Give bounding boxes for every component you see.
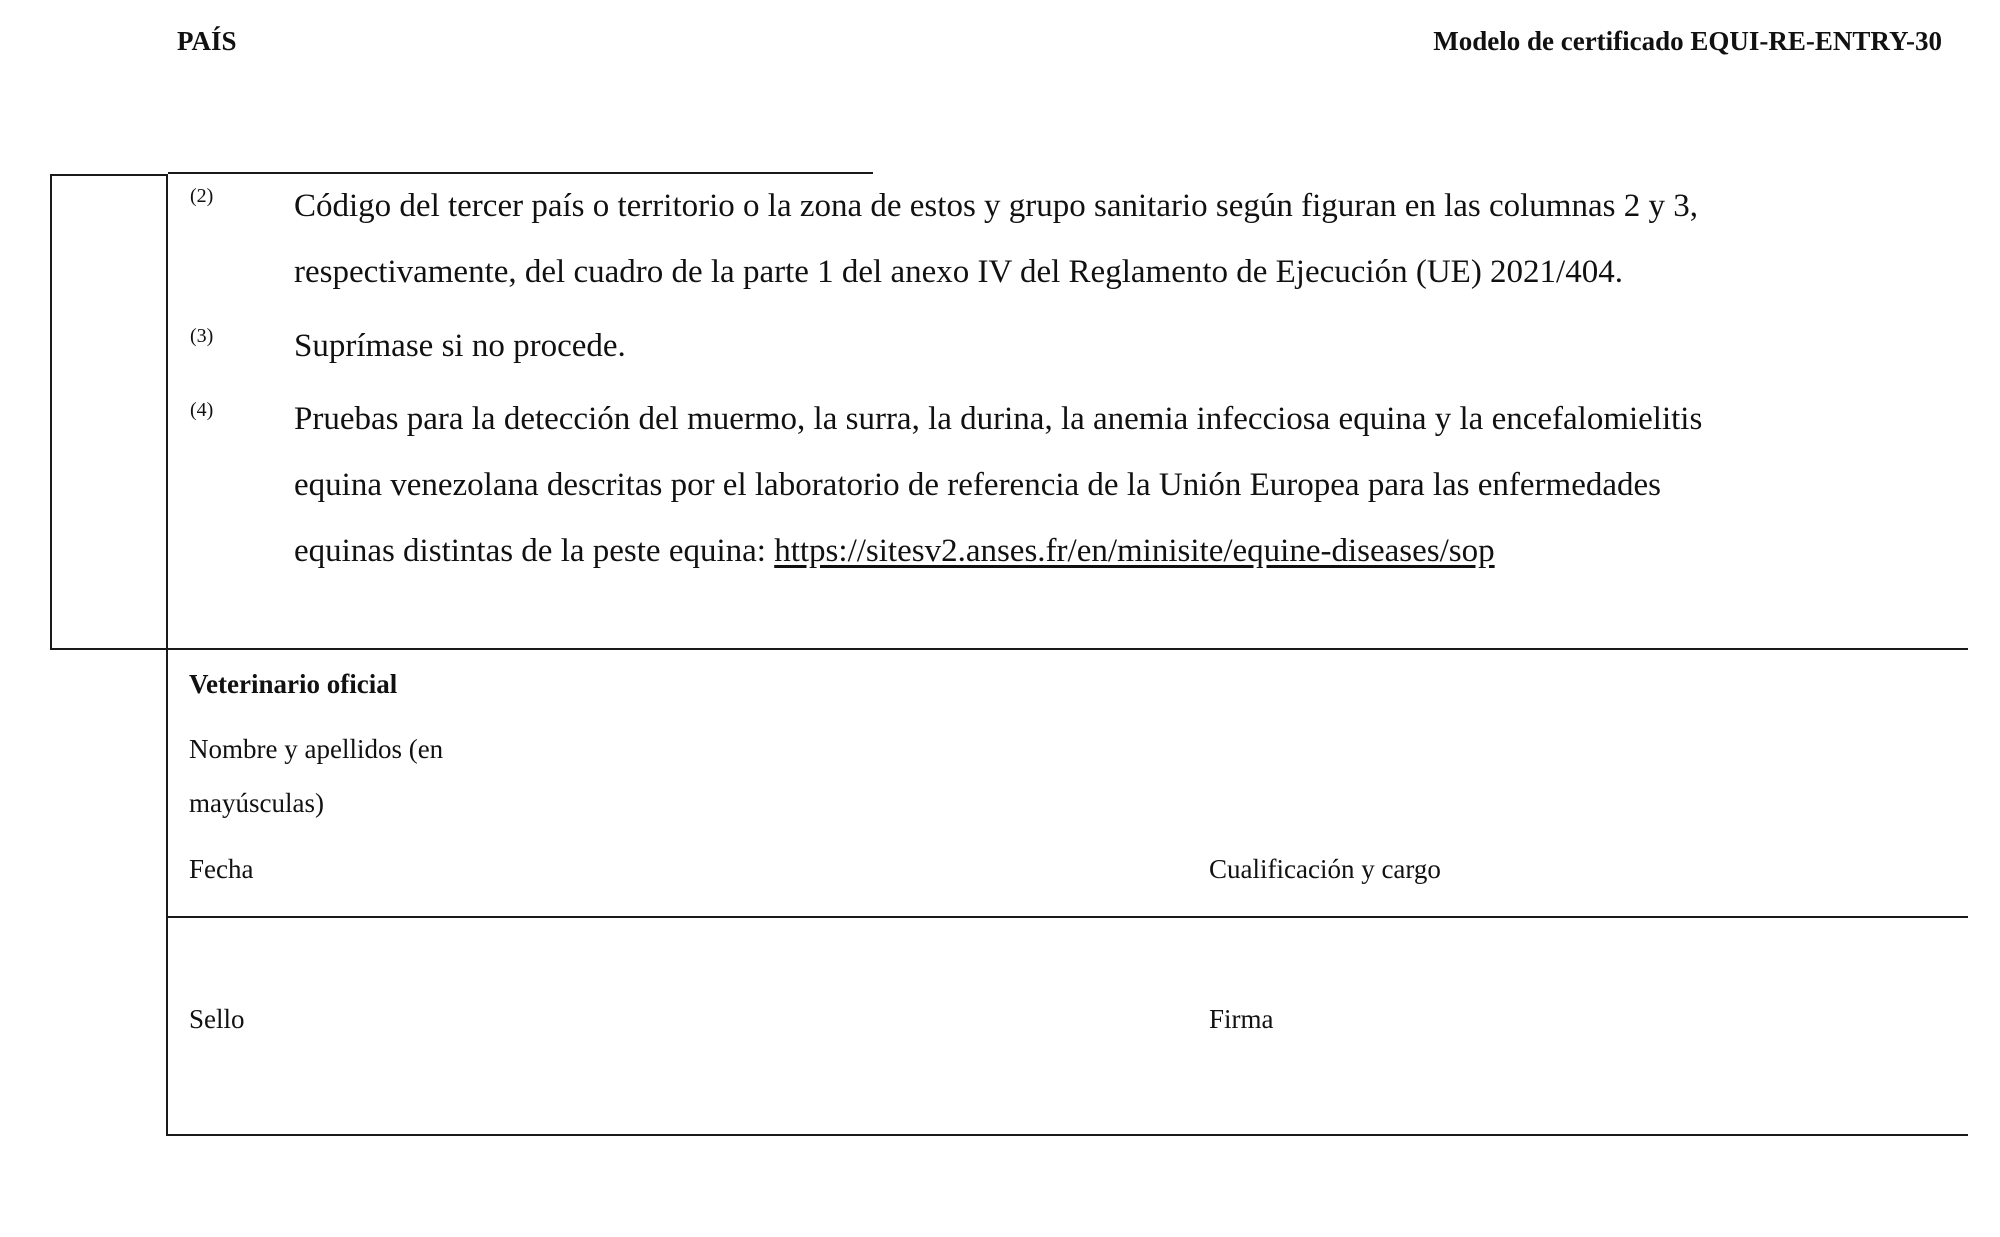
table-bottom-border	[166, 1134, 1968, 1136]
footnote-text-4	[294, 386, 1934, 584]
country-header: PAÍS	[177, 26, 237, 56]
certificate-model-header: Modelo de certificado EQUI-RE-ENTRY-30	[1433, 26, 1942, 56]
footnote-2-line-2: respectivamente, del cuadro de la parte 1 del anexo IV del Reglamento de Ejecución (UE) 2021/404.	[294, 254, 1623, 290]
signature-row-divider	[166, 916, 1968, 918]
footnote-4-line-2: equina venezolana descritas por el laboratorio de referencia de la Unión Europea para las enfermedades	[294, 467, 1661, 503]
footnote-4-line-3-prefix: equinas distintas de la peste equina:	[294, 533, 775, 569]
name-label-line-1: Nombre y apellidos (en	[189, 734, 444, 764]
footnote-4-line-1: Pruebas para la detección del muermo, la surra, la durina, la anemia infecciosa equina y la encefalomielitis	[294, 401, 1703, 437]
date-label: Fecha	[189, 854, 254, 884]
qualification-label: Cualificación y cargo	[1209, 854, 1441, 884]
footnote-2-line-1: Código del tercer país o territorio o la zona de estos y grupo sanitario según figuran en las columnas 2 y 3,	[294, 188, 1698, 224]
table-left-border	[50, 174, 52, 649]
footnote-4-line-3	[294, 518, 1934, 584]
notes-bottom-border	[50, 648, 1968, 650]
footnote-number-4: (4)	[190, 399, 214, 421]
table-column-divider	[166, 174, 168, 1136]
table-top-border-left	[50, 174, 168, 176]
footnote-text-2	[294, 173, 1934, 305]
footnote-3-line-1: Suprímase si no procede.	[294, 328, 626, 364]
footnote-number-2: (2)	[190, 185, 214, 207]
stamp-label: Sello	[189, 1004, 245, 1034]
equine-diseases-sop-link[interactable]: https://sitesv2.anses.fr/en/minisite/equine-diseases/sop	[774, 533, 1495, 569]
footnote-text-3	[294, 313, 1934, 379]
name-label-line-2: mayúsculas)	[189, 788, 324, 818]
footnote-number-3: (3)	[190, 325, 214, 347]
official-veterinarian-title: Veterinario oficial	[189, 669, 398, 699]
signature-label: Firma	[1209, 1004, 1274, 1034]
